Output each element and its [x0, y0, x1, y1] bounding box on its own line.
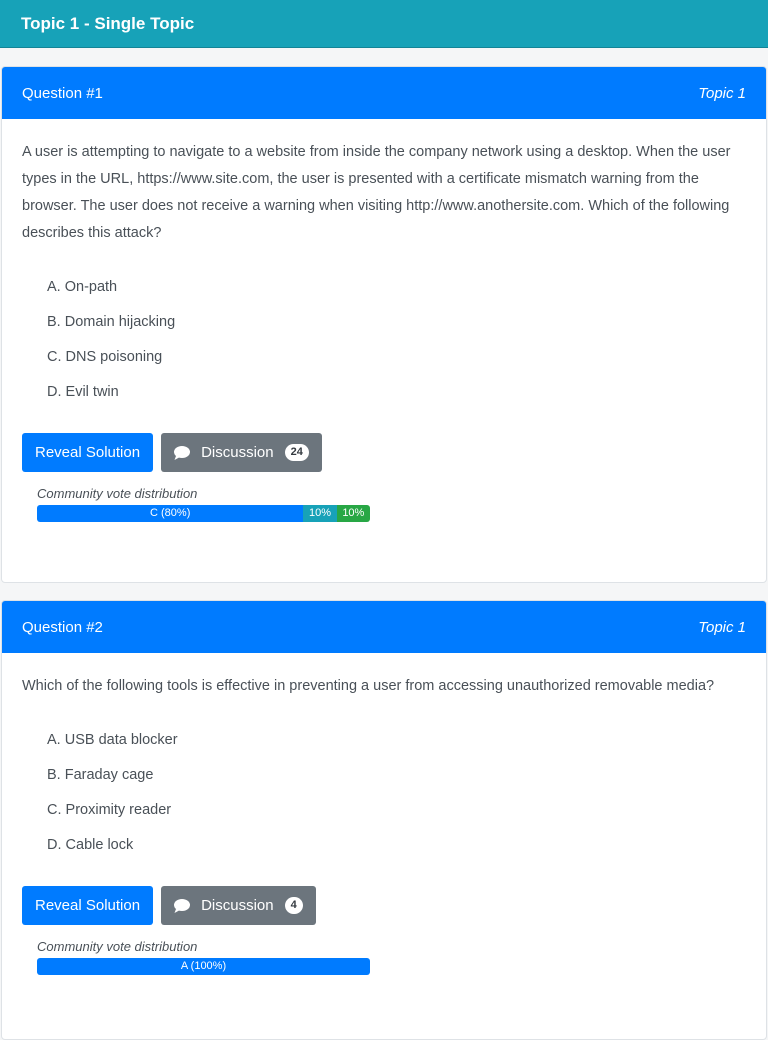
question-body — [2, 119, 766, 542]
discussion-count-badge: 4 — [285, 897, 303, 914]
chat-bubble-icon — [173, 898, 191, 914]
reveal-solution-button[interactable]: Reveal Solution — [22, 433, 153, 472]
choice-item[interactable]: B. Faraday cage — [47, 767, 154, 783]
choice-item[interactable]: C. DNS poisoning — [47, 349, 163, 365]
question-body — [2, 653, 766, 995]
action-buttons — [22, 886, 746, 925]
choice-list — [47, 730, 746, 870]
vote-distribution — [37, 939, 746, 975]
choice-item[interactable]: C. Proximity reader — [47, 802, 172, 818]
vote-bar — [37, 958, 370, 975]
question-header — [2, 67, 766, 119]
question-topic: Topic 1 — [698, 84, 746, 102]
vote-distribution — [37, 486, 746, 522]
question-text: A user is attempting to navigate to a website from inside the company network using a desktop. When the user types in the URL, https://www.site.com, the user is presented with a certificate mismatch warning from the browser. The user does not receive a warning when visiting http://www.anothersite.com. Which of the following describes this attack? — [22, 144, 731, 241]
question-number: Question #2 — [22, 618, 103, 636]
discussion-button[interactable] — [161, 886, 316, 925]
choice-list — [47, 277, 746, 417]
reveal-solution-button[interactable]: Reveal Solution — [22, 886, 153, 925]
vote-distribution-label: Community vote distribution — [37, 486, 198, 501]
vote-segment: C (80%) — [37, 505, 303, 522]
question-topic: Topic 1 — [698, 618, 746, 636]
choice-item[interactable]: A. USB data blocker — [47, 732, 178, 748]
vote-segment: 10% — [337, 505, 370, 522]
discussion-label: Discussion — [201, 444, 274, 461]
chat-bubble-icon — [173, 445, 191, 461]
action-buttons — [22, 433, 746, 472]
vote-segment: A (100%) — [37, 958, 370, 975]
discussion-button[interactable] — [161, 433, 322, 472]
discussion-label: Discussion — [201, 897, 274, 914]
question-card — [1, 66, 767, 583]
choice-item[interactable]: B. Domain hijacking — [47, 314, 176, 330]
question-number: Question #1 — [22, 84, 103, 102]
vote-segment: 10% — [303, 505, 336, 522]
discussion-count-badge: 24 — [285, 444, 309, 461]
choice-item[interactable]: A. On-path — [47, 279, 118, 295]
choice-item[interactable]: D. Cable lock — [47, 837, 134, 853]
question-header — [2, 601, 766, 653]
question-text: Which of the following tools is effective in preventing a user from accessing unauthorized removable media? — [22, 678, 715, 694]
vote-distribution-label: Community vote distribution — [37, 939, 198, 954]
choice-item[interactable]: D. Evil twin — [47, 384, 119, 400]
topic-header: Topic 1 - Single Topic — [0, 0, 768, 48]
vote-bar — [37, 505, 370, 522]
question-card — [1, 600, 767, 1040]
